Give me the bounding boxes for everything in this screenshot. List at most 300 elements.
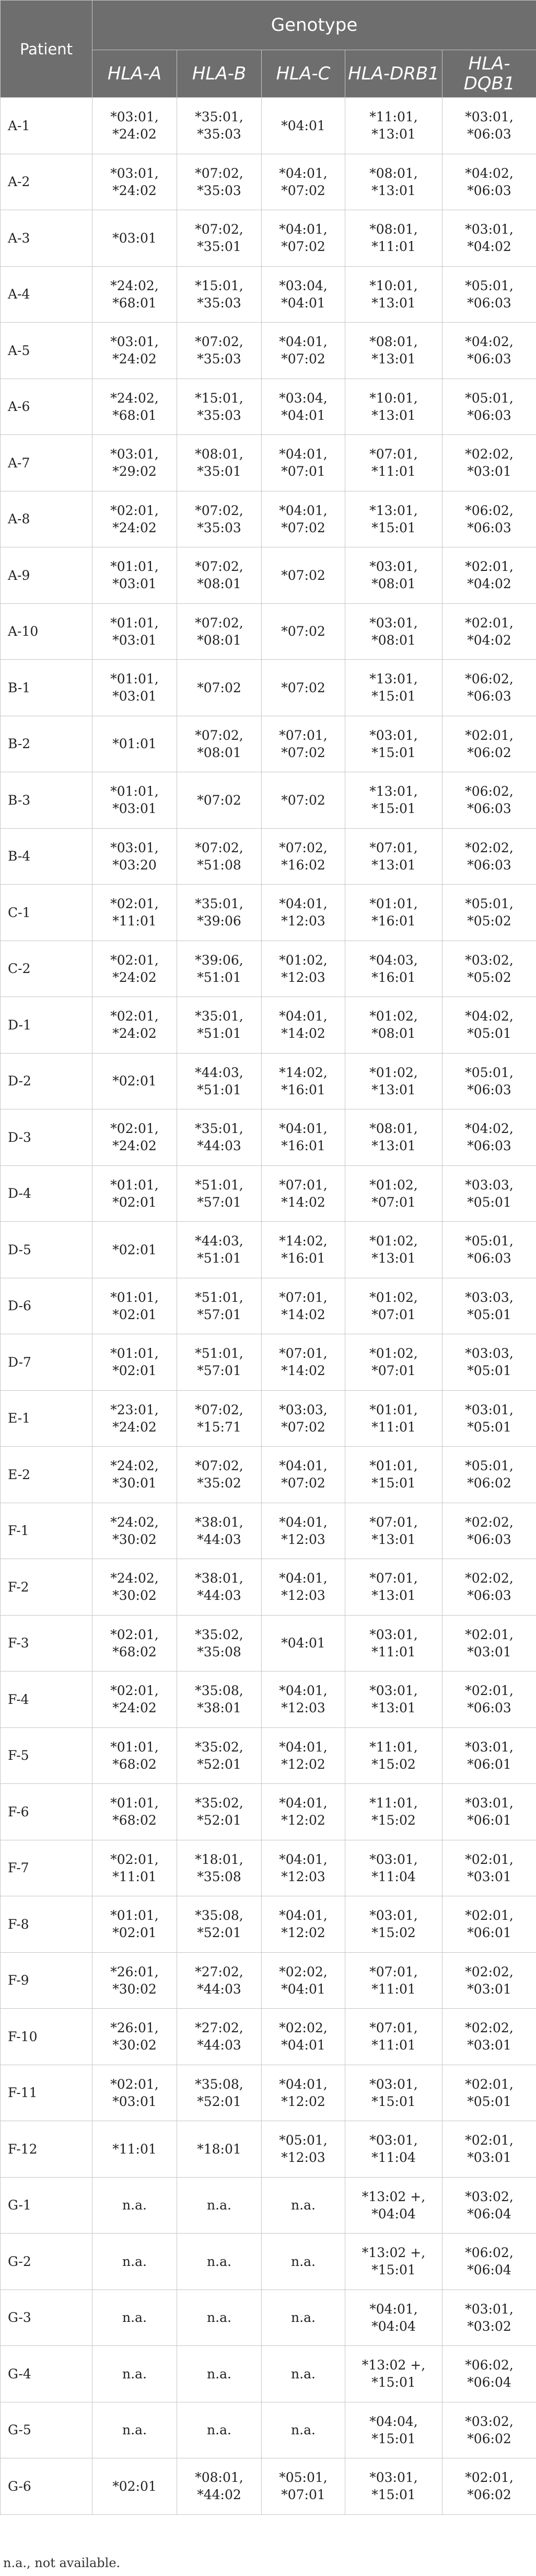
hla-a-cell: *03:01 xyxy=(92,210,177,267)
table-footnote: n.a., not available. xyxy=(3,2556,121,2570)
hla-b-cell: *07:02, *08:01 xyxy=(177,716,262,772)
hla-a-cell: n.a. xyxy=(92,2402,177,2458)
hla-dqb1-cell: *03:02, *05:02 xyxy=(442,941,536,997)
hla-dqb1-cell: *02:02, *06:03 xyxy=(442,1503,536,1559)
patient-cell: D-1 xyxy=(1,997,92,1054)
hla-drb1-cell: *01:02, *07:01 xyxy=(345,1334,442,1391)
hla-a-cell: *01:01, *03:01 xyxy=(92,603,177,660)
hla-b-cell: n.a. xyxy=(177,2289,262,2346)
hla-b-cell: *08:01, *35:01 xyxy=(177,435,262,491)
hla-b-cell: *51:01, *57:01 xyxy=(177,1334,262,1391)
table-row xyxy=(1,435,536,491)
hla-a-column-header: HLA-A xyxy=(92,50,177,98)
hla-drb1-cell: *03:01, *11:04 xyxy=(345,1840,442,1896)
hla-dqb1-cell: *03:03, *05:01 xyxy=(442,1165,536,1222)
patient-cell: A-9 xyxy=(1,547,92,604)
hla-b-cell: *27:02, *44:03 xyxy=(177,1952,262,2009)
table-row xyxy=(1,1896,536,1953)
hla-dqb1-cell: *03:03, *05:01 xyxy=(442,1334,536,1391)
hla-c-cell: *04:01, *14:02 xyxy=(262,997,345,1054)
patient-cell: G-4 xyxy=(1,2346,92,2402)
patient-cell: G-6 xyxy=(1,2458,92,2515)
table-row xyxy=(1,1615,536,1671)
hla-dqb1-cell: *02:02, *06:03 xyxy=(442,828,536,885)
patient-cell: C-2 xyxy=(1,941,92,997)
hla-c-cell: *04:01, *12:03 xyxy=(262,1671,345,1728)
hla-b-cell: *44:03, *51:01 xyxy=(177,1053,262,1109)
hla-dqb1-cell: *02:01, *03:01 xyxy=(442,2121,536,2178)
patient-cell: B-3 xyxy=(1,772,92,829)
hla-c-cell: *04:01, *12:03 xyxy=(262,1559,345,1616)
patient-cell: F-2 xyxy=(1,1559,92,1616)
hla-drb1-cell: *13:02 +, *04:04 xyxy=(345,2177,442,2234)
hla-drb1-cell: *03:01, *13:01 xyxy=(345,1671,442,1728)
hla-drb1-cell: *01:02, *07:01 xyxy=(345,1165,442,1222)
hla-drb1-cell: *01:02, *08:01 xyxy=(345,997,442,1054)
hla-a-cell: *26:01, *30:02 xyxy=(92,1952,177,2009)
patient-cell: A-4 xyxy=(1,266,92,323)
hla-b-cell: *38:01, *44:03 xyxy=(177,1559,262,1616)
hla-drb1-cell: *07:01, *11:01 xyxy=(345,435,442,491)
hla-a-cell: *03:01, *03:20 xyxy=(92,828,177,885)
hla-b-cell: *44:03, *51:01 xyxy=(177,1222,262,1278)
hla-c-cell: *07:01, *07:02 xyxy=(262,716,345,772)
hla-c-cell: *04:01, *12:02 xyxy=(262,1784,345,1840)
hla-drb1-cell: *01:02, *07:01 xyxy=(345,1278,442,1334)
hla-b-cell: *35:08, *52:01 xyxy=(177,1896,262,1953)
hla-drb1-cell: *01:02, *13:01 xyxy=(345,1222,442,1278)
patient-cell: G-2 xyxy=(1,2234,92,2290)
table-row xyxy=(1,2346,536,2402)
hla-b-cell: *35:02, *35:08 xyxy=(177,1615,262,1671)
hla-drb1-cell: *13:01, *15:01 xyxy=(345,772,442,829)
hla-c-cell: *04:01, *16:01 xyxy=(262,1109,345,1166)
hla-b-cell: *07:02, *08:01 xyxy=(177,603,262,660)
patient-cell: B-4 xyxy=(1,828,92,885)
hla-drb1-cell: *04:04, *15:01 xyxy=(345,2402,442,2458)
hla-drb1-cell: *07:01, *11:01 xyxy=(345,1952,442,2009)
hla-c-cell: *07:02 xyxy=(262,660,345,716)
hla-c-cell: *05:01, *07:01 xyxy=(262,2458,345,2515)
patient-cell: G-5 xyxy=(1,2402,92,2458)
patient-cell: D-4 xyxy=(1,1165,92,1222)
table-row xyxy=(1,1727,536,1784)
hla-drb1-cell: *13:02 +, *15:01 xyxy=(345,2346,442,2402)
hla-drb1-cell: *13:02 +, *15:01 xyxy=(345,2234,442,2290)
hla-drb1-cell: *08:01, *13:01 xyxy=(345,1109,442,1166)
hla-b-cell: n.a. xyxy=(177,2402,262,2458)
hla-drb1-cell: *11:01, *15:02 xyxy=(345,1784,442,1840)
hla-a-cell: *02:01, *24:02 xyxy=(92,491,177,547)
hla-a-cell: *23:01, *24:02 xyxy=(92,1390,177,1447)
hla-dqb1-cell: *04:02, *06:03 xyxy=(442,154,536,210)
table-row xyxy=(1,660,536,716)
hla-dqb1-cell: *02:01, *06:02 xyxy=(442,716,536,772)
hla-c-cell: *04:01, *12:02 xyxy=(262,2065,345,2121)
patient-cell: G-1 xyxy=(1,2177,92,2234)
hla-a-cell: *03:01, *24:02 xyxy=(92,98,177,154)
hla-dqb1-cell: *02:01, *06:03 xyxy=(442,1671,536,1728)
hla-b-cell: *38:01, *44:03 xyxy=(177,1503,262,1559)
patient-cell: A-1 xyxy=(1,98,92,154)
patient-cell: D-2 xyxy=(1,1053,92,1109)
table-row xyxy=(1,1559,536,1616)
hla-a-cell: *24:02, *30:02 xyxy=(92,1559,177,1616)
hla-drb1-cell: *10:01, *13:01 xyxy=(345,379,442,435)
table-row xyxy=(1,547,536,604)
hla-dqb1-cell: *02:02, *03:01 xyxy=(442,435,536,491)
hla-a-cell: *24:02, *30:01 xyxy=(92,1447,177,1503)
hla-drb1-cell: *03:01, *11:01 xyxy=(345,1615,442,1671)
hla-c-cell: n.a. xyxy=(262,2346,345,2402)
hla-c-cell: *02:02, *04:01 xyxy=(262,2009,345,2065)
table-row xyxy=(1,2402,536,2458)
hla-a-cell: *02:01, *03:01 xyxy=(92,2065,177,2121)
hla-c-cell: *07:02, *16:02 xyxy=(262,828,345,885)
hla-c-cell: *14:02, *16:01 xyxy=(262,1222,345,1278)
hla-dqb1-cell: *02:01, *06:01 xyxy=(442,1896,536,1953)
hla-c-cell: *07:02 xyxy=(262,772,345,829)
hla-dqb1-cell: *03:01, *04:02 xyxy=(442,210,536,267)
hla-dqb1-cell: *06:02, *06:03 xyxy=(442,660,536,716)
hla-a-cell: *02:01, *24:02 xyxy=(92,997,177,1054)
hla-a-cell: *02:01 xyxy=(92,1222,177,1278)
hla-drb1-cell: *07:01, *13:01 xyxy=(345,828,442,885)
hla-dqb1-cell: *02:02, *06:03 xyxy=(442,1559,536,1616)
hla-dqb1-cell: *05:01, *06:03 xyxy=(442,266,536,323)
hla-c-cell: *07:02 xyxy=(262,547,345,604)
hla-drb1-cell: *13:01, *15:01 xyxy=(345,660,442,716)
hla-c-cell: n.a. xyxy=(262,2402,345,2458)
table-row xyxy=(1,1671,536,1728)
hla-dqb1-cell: *03:01, *06:01 xyxy=(442,1727,536,1784)
hla-b-cell: n.a. xyxy=(177,2234,262,2290)
hla-c-cell: *04:01, *12:03 xyxy=(262,1840,345,1896)
hla-b-column-header: HLA-B xyxy=(177,50,262,98)
table-row xyxy=(1,1165,536,1222)
patient-cell: E-1 xyxy=(1,1390,92,1447)
patient-cell: F-10 xyxy=(1,2009,92,2065)
hla-a-cell: *01:01, *68:02 xyxy=(92,1784,177,1840)
hla-c-cell: *14:02, *16:01 xyxy=(262,1053,345,1109)
hla-a-cell: *03:01, *29:02 xyxy=(92,435,177,491)
table-row xyxy=(1,1784,536,1840)
hla-dqb1-cell: *03:01, *06:03 xyxy=(442,98,536,154)
hla-drb1-cell: *01:01, *15:01 xyxy=(345,1447,442,1503)
hla-b-cell: n.a. xyxy=(177,2346,262,2402)
table-row xyxy=(1,1840,536,1896)
table-row xyxy=(1,885,536,941)
hla-drb1-cell: *07:01, *13:01 xyxy=(345,1503,442,1559)
table-row xyxy=(1,1952,536,2009)
hla-c-cell: *07:01, *14:02 xyxy=(262,1334,345,1391)
patient-cell: A-5 xyxy=(1,323,92,379)
hla-c-cell: *03:03, *07:02 xyxy=(262,1390,345,1447)
hla-b-cell: *35:08, *38:01 xyxy=(177,1671,262,1728)
hla-dqb1-cell: *04:02, *06:03 xyxy=(442,1109,536,1166)
hla-dqb1-cell: *02:01, *03:01 xyxy=(442,1615,536,1671)
hla-dqb1-cell: *03:02, *06:04 xyxy=(442,2177,536,2234)
hla-c-cell: *04:01, *07:01 xyxy=(262,435,345,491)
hla-c-cell: n.a. xyxy=(262,2177,345,2234)
hla-drb1-cell: *08:01, *13:01 xyxy=(345,154,442,210)
table-row xyxy=(1,1222,536,1278)
hla-drb1-cell: *11:01, *15:02 xyxy=(345,1727,442,1784)
hla-c-cell: *04:01, *07:02 xyxy=(262,154,345,210)
patient-cell: A-3 xyxy=(1,210,92,267)
table-row xyxy=(1,1503,536,1559)
hla-a-cell: *02:01, *24:02 xyxy=(92,941,177,997)
hla-c-cell: *04:01, *12:02 xyxy=(262,1896,345,1953)
hla-drb1-cell: *11:01, *13:01 xyxy=(345,98,442,154)
hla-a-cell: *24:02, *68:01 xyxy=(92,266,177,323)
hla-dqb1-cell: *02:01, *06:02 xyxy=(442,2458,536,2515)
table-row xyxy=(1,2458,536,2515)
table-row xyxy=(1,1334,536,1391)
hla-a-cell: *01:01, *02:01 xyxy=(92,1165,177,1222)
hla-c-cell: *04:01, *12:03 xyxy=(262,1503,345,1559)
hla-dqb1-cell: *04:02, *06:03 xyxy=(442,323,536,379)
hla-b-cell: *35:01, *35:03 xyxy=(177,98,262,154)
hla-b-cell: *07:02 xyxy=(177,772,262,829)
table-row xyxy=(1,2234,536,2290)
hla-b-cell: *51:01, *57:01 xyxy=(177,1278,262,1334)
patient-cell: F-1 xyxy=(1,1503,92,1559)
patient-cell: C-1 xyxy=(1,885,92,941)
hla-c-cell: *02:02, *04:01 xyxy=(262,1952,345,2009)
table-body xyxy=(1,98,536,2515)
patient-column-header: Patient xyxy=(1,1,92,98)
hla-b-cell: *07:02, *35:01 xyxy=(177,210,262,267)
patient-cell: F-5 xyxy=(1,1727,92,1784)
hla-c-cell: *07:01, *14:02 xyxy=(262,1165,345,1222)
patient-cell: D-3 xyxy=(1,1109,92,1166)
table-row xyxy=(1,941,536,997)
hla-b-cell: *27:02, *44:03 xyxy=(177,2009,262,2065)
table-header xyxy=(1,1,536,98)
hla-c-cell: n.a. xyxy=(262,2234,345,2290)
patient-cell: D-7 xyxy=(1,1334,92,1391)
patient-cell: A-6 xyxy=(1,379,92,435)
hla-a-cell: *02:01, *68:02 xyxy=(92,1615,177,1671)
hla-c-cell: *04:01, *12:02 xyxy=(262,1727,345,1784)
hla-dqb1-cell: *05:01, *06:03 xyxy=(442,1053,536,1109)
hla-b-cell: *35:08, *52:01 xyxy=(177,2065,262,2121)
hla-a-cell: *02:01 xyxy=(92,2458,177,2515)
table-row xyxy=(1,210,536,267)
table-row xyxy=(1,603,536,660)
hla-c-cell: *04:01, *07:02 xyxy=(262,323,345,379)
hla-a-cell: n.a. xyxy=(92,2234,177,2290)
table-row xyxy=(1,1053,536,1109)
table-row xyxy=(1,266,536,323)
patient-cell: F-6 xyxy=(1,1784,92,1840)
hla-b-cell: *35:02, *52:01 xyxy=(177,1784,262,1840)
hla-a-cell: *24:02, *68:01 xyxy=(92,379,177,435)
hla-a-cell: *11:01 xyxy=(92,2121,177,2178)
hla-b-cell: *07:02, *35:03 xyxy=(177,323,262,379)
patient-cell: A-8 xyxy=(1,491,92,547)
hla-dqb1-cell: *05:01, *06:03 xyxy=(442,1222,536,1278)
hla-dqb1-cell: *03:01, *06:01 xyxy=(442,1784,536,1840)
hla-c-column-header: HLA-C xyxy=(262,50,345,98)
hla-drb1-cell: *13:01, *15:01 xyxy=(345,491,442,547)
hla-dqb1-cell: *05:01, *06:03 xyxy=(442,379,536,435)
hla-drb1-cell: *07:01, *13:01 xyxy=(345,1559,442,1616)
hla-b-cell: *18:01 xyxy=(177,2121,262,2178)
hla-b-cell: *35:01, *51:01 xyxy=(177,997,262,1054)
table-row xyxy=(1,154,536,210)
hla-c-cell: *03:04, *04:01 xyxy=(262,266,345,323)
hla-a-cell: *01:01, *02:01 xyxy=(92,1896,177,1953)
hla-dqb1-cell: *06:02, *06:04 xyxy=(442,2234,536,2290)
hla-b-cell: *51:01, *57:01 xyxy=(177,1165,262,1222)
hla-dqb1-cell: *03:03, *05:01 xyxy=(442,1278,536,1334)
hla-b-cell: *15:01, *35:03 xyxy=(177,266,262,323)
table-row xyxy=(1,98,536,154)
hla-b-cell: *18:01, *35:08 xyxy=(177,1840,262,1896)
hla-a-cell: *02:01, *11:01 xyxy=(92,885,177,941)
hla-c-cell: *07:01, *14:02 xyxy=(262,1278,345,1334)
hla-c-cell: *04:01, *07:02 xyxy=(262,491,345,547)
table-row xyxy=(1,997,536,1054)
hla-dqb1-cell: *02:01, *05:01 xyxy=(442,2065,536,2121)
hla-dqb1-cell: *02:01, *04:02 xyxy=(442,547,536,604)
patient-cell: D-6 xyxy=(1,1278,92,1334)
table-row xyxy=(1,491,536,547)
hla-dqb1-cell: *02:01, *03:01 xyxy=(442,1840,536,1896)
hla-a-cell: n.a. xyxy=(92,2346,177,2402)
table-row xyxy=(1,1390,536,1447)
hla-dqb1-cell: *02:01, *04:02 xyxy=(442,603,536,660)
hla-b-cell: *35:01, *39:06 xyxy=(177,885,262,941)
table-row xyxy=(1,1109,536,1166)
patient-cell: B-1 xyxy=(1,660,92,716)
patient-cell: F-3 xyxy=(1,1615,92,1671)
hla-a-cell: *01:01, *02:01 xyxy=(92,1334,177,1391)
hla-c-cell: *04:01, *12:03 xyxy=(262,885,345,941)
hla-c-cell: *07:02 xyxy=(262,603,345,660)
hla-a-cell: *24:02, *30:02 xyxy=(92,1503,177,1559)
hla-a-cell: *02:01, *11:01 xyxy=(92,1840,177,1896)
hla-b-cell: *07:02, *51:08 xyxy=(177,828,262,885)
hla-c-cell: *01:02, *12:03 xyxy=(262,941,345,997)
hla-dqb1-cell: *04:02, *05:01 xyxy=(442,997,536,1054)
hla-dqb1-cell: *03:01, *05:01 xyxy=(442,1390,536,1447)
table-row xyxy=(1,323,536,379)
hla-dqb1-cell: *02:02, *03:01 xyxy=(442,1952,536,2009)
patient-cell: F-9 xyxy=(1,1952,92,2009)
table-row xyxy=(1,2121,536,2178)
hla-b-cell: *07:02 xyxy=(177,660,262,716)
hla-drb1-cell: *10:01, *13:01 xyxy=(345,266,442,323)
hla-b-cell: *35:02, *52:01 xyxy=(177,1727,262,1784)
genotype-group-header: Genotype xyxy=(92,1,536,50)
hla-dqb1-cell: *06:02, *06:03 xyxy=(442,491,536,547)
hla-c-cell: *05:01, *12:03 xyxy=(262,2121,345,2178)
hla-a-cell: *01:01, *03:01 xyxy=(92,772,177,829)
hla-c-cell: *03:04, *04:01 xyxy=(262,379,345,435)
hla-c-cell: *04:01, *07:02 xyxy=(262,210,345,267)
patient-cell: F-8 xyxy=(1,1896,92,1953)
table-row xyxy=(1,2177,536,2234)
hla-c-cell: *04:01 xyxy=(262,98,345,154)
hla-drb1-cell: *03:01, *08:01 xyxy=(345,603,442,660)
hla-drb1-cell: *04:03, *16:01 xyxy=(345,941,442,997)
table-row xyxy=(1,772,536,829)
hla-drb1-cell: *01:01, *16:01 xyxy=(345,885,442,941)
table-row xyxy=(1,2065,536,2121)
hla-drb1-cell: *08:01, *13:01 xyxy=(345,323,442,379)
hla-a-cell: *26:01, *30:02 xyxy=(92,2009,177,2065)
hla-a-cell: *02:01, *24:02 xyxy=(92,1109,177,1166)
hla-a-cell: *02:01, *24:02 xyxy=(92,1671,177,1728)
hla-a-cell: *02:01 xyxy=(92,1053,177,1109)
hla-a-cell: n.a. xyxy=(92,2177,177,2234)
hla-b-cell: *39:06, *51:01 xyxy=(177,941,262,997)
patient-cell: A-7 xyxy=(1,435,92,491)
hla-a-cell: *01:01, *68:02 xyxy=(92,1727,177,1784)
hla-b-cell: *07:02, *35:02 xyxy=(177,1447,262,1503)
hla-a-cell: *01:01 xyxy=(92,716,177,772)
hla-drb1-cell: *07:01, *11:01 xyxy=(345,2009,442,2065)
hla-dqb1-cell: *05:01, *05:02 xyxy=(442,885,536,941)
hla-a-cell: n.a. xyxy=(92,2289,177,2346)
patient-cell: B-2 xyxy=(1,716,92,772)
hla-b-cell: n.a. xyxy=(177,2177,262,2234)
hla-b-cell: *07:02, *08:01 xyxy=(177,547,262,604)
hla-a-cell: *01:01, *03:01 xyxy=(92,547,177,604)
table-row xyxy=(1,1447,536,1503)
hla-b-cell: *35:01, *44:03 xyxy=(177,1109,262,1166)
hla-drb1-cell: *03:01, *15:01 xyxy=(345,716,442,772)
hla-drb1-cell: *01:02, *13:01 xyxy=(345,1053,442,1109)
patient-cell: A-2 xyxy=(1,154,92,210)
hla-a-cell: *01:01, *02:01 xyxy=(92,1278,177,1334)
hla-dqb1-cell: *03:01, *03:02 xyxy=(442,2289,536,2346)
hla-b-cell: *07:02, *35:03 xyxy=(177,491,262,547)
patient-cell: D-5 xyxy=(1,1222,92,1278)
hla-dqb1-cell: *02:02, *03:01 xyxy=(442,2009,536,2065)
patient-cell: A-10 xyxy=(1,603,92,660)
hla-drb1-cell: *08:01, *11:01 xyxy=(345,210,442,267)
hla-a-cell: *03:01, *24:02 xyxy=(92,154,177,210)
hla-c-cell: *04:01 xyxy=(262,1615,345,1671)
hla-c-cell: n.a. xyxy=(262,2289,345,2346)
patient-cell: F-7 xyxy=(1,1840,92,1896)
patient-cell: F-4 xyxy=(1,1671,92,1728)
hla-dqb1-cell: *05:01, *06:02 xyxy=(442,1447,536,1503)
hla-b-cell: *07:02, *15:71 xyxy=(177,1390,262,1447)
hla-a-cell: *01:01, *03:01 xyxy=(92,660,177,716)
hla-drb1-cell: *01:01, *11:01 xyxy=(345,1390,442,1447)
hla-dqb1-column-header: HLA-DQB1 xyxy=(442,50,536,98)
patient-cell: F-12 xyxy=(1,2121,92,2178)
hla-b-cell: *07:02, *35:03 xyxy=(177,154,262,210)
hla-drb1-column-header: HLA-DRB1 xyxy=(345,50,442,98)
table-row xyxy=(1,716,536,772)
hla-drb1-cell: *03:01, *15:01 xyxy=(345,2065,442,2121)
table-row xyxy=(1,2009,536,2065)
table-row xyxy=(1,379,536,435)
patient-cell: E-2 xyxy=(1,1447,92,1503)
hla-dqb1-cell: *06:02, *06:04 xyxy=(442,2346,536,2402)
hla-b-cell: *08:01, *44:02 xyxy=(177,2458,262,2515)
hla-c-cell: *04:01, *07:02 xyxy=(262,1447,345,1503)
patient-cell: G-3 xyxy=(1,2289,92,2346)
hla-b-cell: *15:01, *35:03 xyxy=(177,379,262,435)
hla-dqb1-cell: *03:02, *06:02 xyxy=(442,2402,536,2458)
